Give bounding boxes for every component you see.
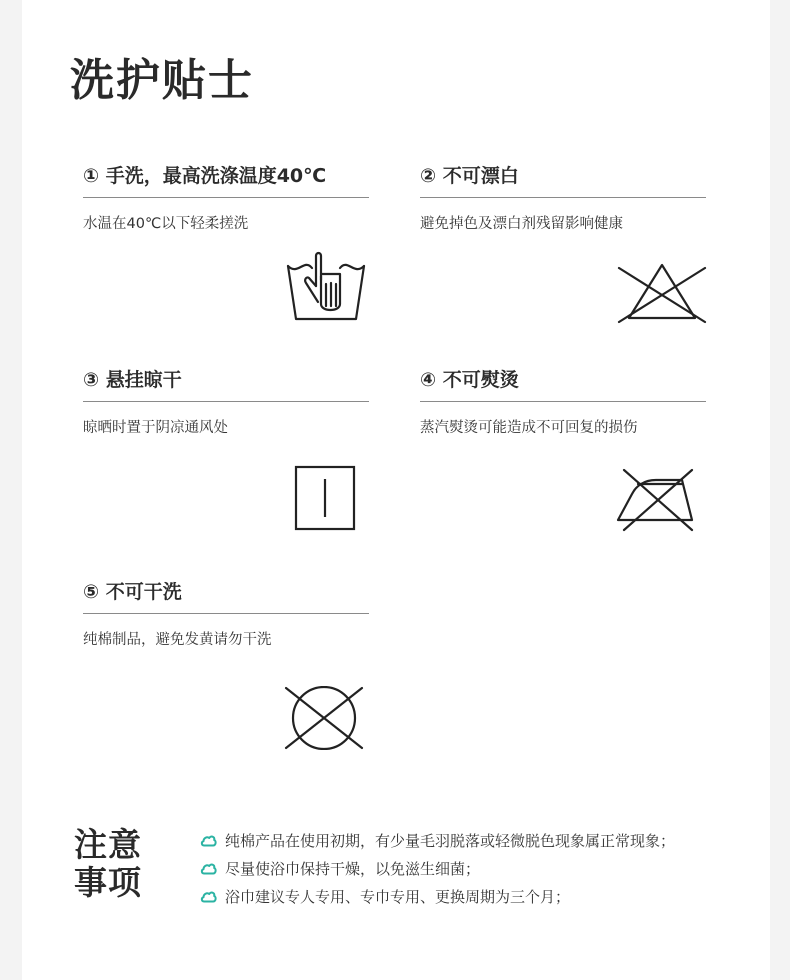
note-item bbox=[200, 854, 770, 882]
care-heading: ③ 悬挂晾干 bbox=[83, 369, 182, 391]
care-item-no-iron bbox=[420, 365, 706, 437]
care-heading: ⑤ 不可干洗 bbox=[83, 581, 182, 603]
care-description: 纯棉制品，避免发黄请勿干洗 bbox=[83, 632, 272, 648]
line-dry-icon bbox=[294, 465, 356, 531]
divider bbox=[83, 613, 369, 614]
care-item-hand-wash bbox=[83, 161, 369, 233]
no-dry-clean-icon bbox=[284, 686, 364, 750]
divider bbox=[420, 401, 706, 402]
page-title: 洗护贴士 bbox=[70, 55, 254, 106]
cloud-icon bbox=[200, 834, 217, 847]
note-item bbox=[200, 826, 770, 854]
care-description: 晾晒时置于阴凉通风处 bbox=[83, 420, 228, 436]
divider bbox=[83, 197, 369, 198]
care-heading: ② 不可漂白 bbox=[420, 165, 519, 187]
care-heading: ① 手洗，最高洗涤温度40℃ bbox=[83, 165, 327, 187]
note-text: 浴巾建议专人专用、专巾专用、更换周期为三个月； bbox=[225, 887, 571, 906]
care-description: 水温在40℃以下轻柔搓洗 bbox=[83, 216, 249, 232]
cloud-icon bbox=[200, 862, 217, 875]
note-item bbox=[200, 882, 770, 910]
care-heading: ④ 不可熨烫 bbox=[420, 369, 519, 391]
notes-title: 注意事项 bbox=[74, 825, 142, 902]
care-description: 蒸汽熨烫可能造成不可回复的损伤 bbox=[420, 420, 638, 436]
note-text: 尽量使浴巾保持干燥，以免滋生细菌； bbox=[225, 859, 481, 878]
notes-list bbox=[200, 826, 770, 910]
note-text: 纯棉产品在使用初期，有少量毛羽脱落或轻微脱色现象属正常现象； bbox=[225, 831, 676, 850]
divider bbox=[420, 197, 706, 198]
care-description: 避免掉色及漂白剂残留影响健康 bbox=[420, 216, 623, 232]
care-item-line-dry bbox=[83, 365, 369, 437]
no-iron-icon bbox=[616, 466, 698, 534]
care-tips-page bbox=[22, 0, 770, 980]
hand-wash-icon bbox=[284, 246, 368, 324]
divider bbox=[83, 401, 369, 402]
care-item-no-bleach bbox=[420, 161, 706, 233]
cloud-icon bbox=[200, 890, 217, 903]
care-item-no-dry-clean bbox=[83, 577, 369, 649]
no-bleach-icon bbox=[616, 262, 708, 324]
